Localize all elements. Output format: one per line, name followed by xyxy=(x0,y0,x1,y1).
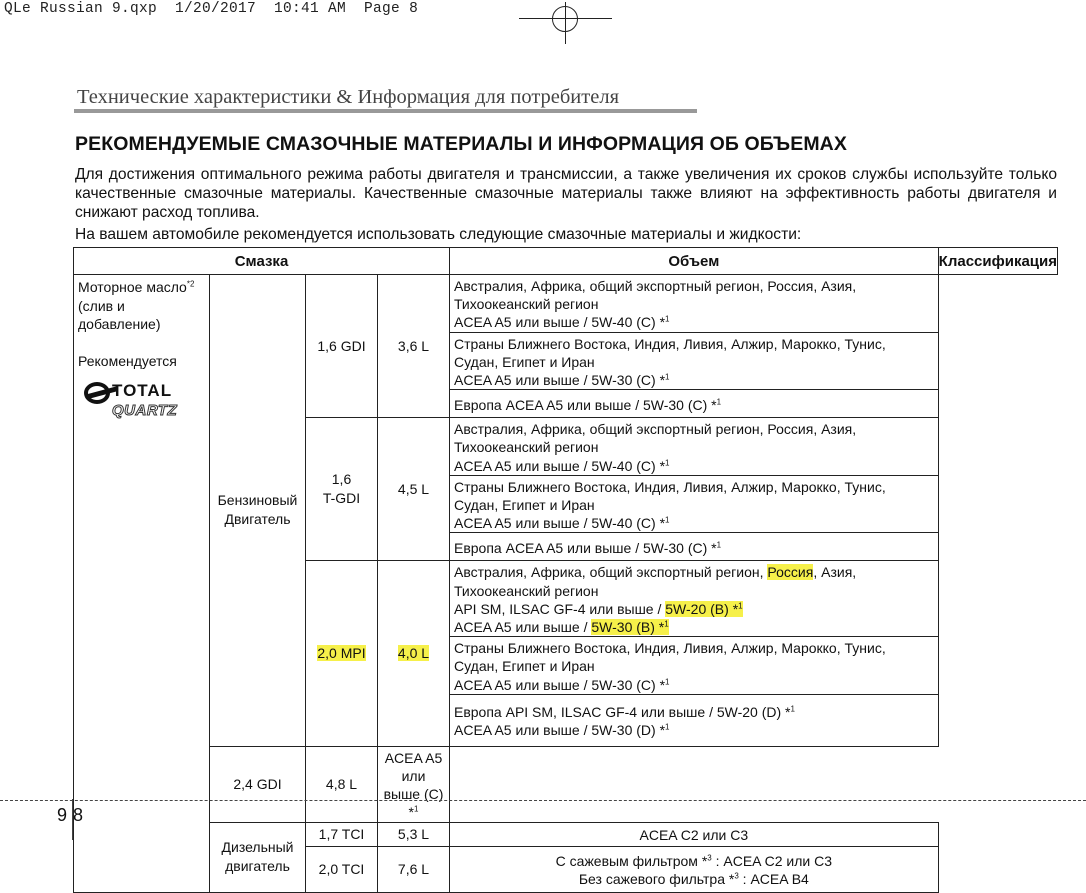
classification-cell xyxy=(450,694,939,746)
classification-cell xyxy=(450,822,939,846)
table-row xyxy=(74,275,1058,333)
engine-1-6-tgdi xyxy=(306,418,378,561)
footnote-mark: 1 xyxy=(716,540,722,550)
engine-1-6-gdi: 1,6 GDI xyxy=(306,275,378,418)
cls-text: ACEA C2 или C3 xyxy=(639,827,749,844)
intro-paragraph-2: На вашем автомобиле рекомендуется использовать следующие смазочные материалы и жидкости: xyxy=(75,226,802,243)
cls-text: Европа API SM, ILSAC GF-4 или выше / 5W-20 (D) * xyxy=(454,704,791,721)
footnote-mark: 1 xyxy=(665,677,670,686)
volume-highlighted: 4,0 L xyxy=(397,645,430,662)
gasoline-engine-label: Бензиновый xyxy=(217,492,298,509)
cls-text: , Азия, Тихоокеанский регион xyxy=(454,564,857,599)
table-row xyxy=(74,822,1058,846)
engine-1-7-tci: 1,7 TCI xyxy=(306,822,378,846)
header-lubricant: Смазка xyxy=(74,248,450,275)
classification-cell xyxy=(450,637,939,695)
classification-cell xyxy=(450,561,939,637)
motor-oil-label: Моторное масло xyxy=(78,279,187,295)
cls-text: Без сажевого фильтра * xyxy=(578,871,735,888)
cls-text: ACEA A5 или выше / 5W-30 (C) * xyxy=(454,372,666,389)
engine-2-4-gdi: 2,4 GDI xyxy=(210,746,306,822)
total-quartz-logo xyxy=(82,380,194,424)
cls-text: Страны Ближнего Востока, Индия, Ливия, Алжир, Марокко, Тунис, Судан, Египет и Иран xyxy=(454,478,886,514)
section-title: Технические характеристики & Информация для потребителя xyxy=(77,86,619,108)
cls-text: : ACEA B4 xyxy=(738,871,809,888)
classification-cell xyxy=(450,846,939,892)
volume-1-6-gdi: 3,6 L xyxy=(378,275,450,418)
classification-cell xyxy=(450,390,939,418)
classification-cell xyxy=(450,275,939,333)
motor-oil-label-2: (слив и xyxy=(78,297,125,314)
cls-text: API SM, ILSAC GF-4 или выше / xyxy=(454,600,666,617)
cls-text: Австралия, Африка, общий экспортный регион, xyxy=(454,564,768,581)
engine-2-0-mpi xyxy=(306,561,378,746)
recommended-label: Рекомендуется xyxy=(78,352,177,369)
volume-2-0-mpi xyxy=(378,561,450,746)
footnote-mark: 1 xyxy=(664,619,669,629)
volume-2-4-gdi: 4,8 L xyxy=(306,746,378,822)
cls-text: : ACEA C2 или C3 xyxy=(711,852,833,869)
cls-text: ACEA A5 или выше / 5W-40 (C) * xyxy=(454,314,666,331)
logo-total-text: TOTAL xyxy=(112,381,173,400)
print-slug: QLe Russian 9.qxp 1/20/2017 10:41 AM Page 8 xyxy=(4,1,419,17)
gasoline-engine-cell xyxy=(210,275,306,747)
intro-paragraph: Для достижения оптимального режима работы двигателя и трансмиссии, а также увеличения их сроков службы используйте только качественные смазочные материалы. Качественные смазочные материалы также влияют на эффективность работы двигателя и снижают расход топлива. xyxy=(75,166,1057,221)
engine-label: 1,6 xyxy=(331,471,352,488)
classification-cell xyxy=(450,475,939,533)
volume-2-0-tci: 7,6 L xyxy=(378,846,450,892)
footnote-mark: 1 xyxy=(738,601,743,611)
classification-cell xyxy=(450,418,939,476)
section-rule xyxy=(74,109,697,113)
footnote-mark: 3 xyxy=(707,853,712,863)
cls-text: ACEA A5 или выше / 5W-30 (D) * xyxy=(454,722,666,739)
volume-1-6-tgdi: 4,5 L xyxy=(378,418,450,561)
engine-2-0-tci: 2,0 TCI xyxy=(306,846,378,892)
header-volume: Объем xyxy=(450,248,939,275)
logo-quartz-text: QUARTZ xyxy=(112,402,178,419)
engine-label-highlighted: 2,0 MPI xyxy=(317,645,366,662)
cls-text: ACEA A5 или выше / 5W-30 (C) * xyxy=(454,676,666,693)
diesel-engine-label-2: двигатель xyxy=(225,858,290,875)
footnote-mark: 1 xyxy=(665,457,670,467)
cls-text: Австралия, Африка, общий экспортный регион, Россия, Азия, Тихоокеанский регион xyxy=(454,278,857,313)
cls-text: Страны Ближнего Востока, Индия, Ливия, Алжир, Марокко, Тунис, Судан, Египет и Иран xyxy=(454,640,886,675)
motor-oil-cell-end xyxy=(74,846,210,892)
cls-text: ACEA A5 или выше / 5W-40 (C) * xyxy=(454,515,666,532)
footnote-mark: 1 xyxy=(414,804,419,814)
cls-text: Европа ACEA A5 или выше / 5W-30 (C) * xyxy=(454,396,717,413)
page-heading: РЕКОМЕНДУЕМЫЕ СМАЗОЧНЫЕ МАТЕРИАЛЫ И ИНФОРМАЦИЯ ОБ ОБЪЕМАХ xyxy=(75,133,847,155)
bottom-rule xyxy=(0,800,1086,801)
footnote-mark: 1 xyxy=(665,722,670,732)
cls-text: Страны Ближнего Востока, Индия, Ливия, Алжир, Марокко, Тунис, Судан, Египет и Иран xyxy=(454,335,886,370)
table-row xyxy=(74,746,1058,822)
cls-text: Австралия, Африка, общий экспортный регион, Россия, Азия, Тихоокеанский регион xyxy=(454,421,857,456)
cls-text: С сажевым фильтром * xyxy=(555,852,708,869)
diesel-engine-label: Дизельный xyxy=(221,839,294,856)
footnote-mark: 3 xyxy=(734,871,739,881)
engine-label: T-GDI xyxy=(322,490,361,507)
footnote-mark: 1 xyxy=(716,396,722,406)
lubricants-table xyxy=(73,247,1058,893)
cls-text: ACEA A5 или выше / xyxy=(454,619,592,636)
table-header-row xyxy=(74,248,1058,275)
classification-cell xyxy=(450,533,939,561)
page-number: 98 xyxy=(57,805,90,825)
gasoline-engine-label-2: Двигатель xyxy=(224,511,291,528)
footnote-mark: 1 xyxy=(665,314,670,324)
highlighted-text: 5W-20 (B) * xyxy=(665,600,739,617)
motor-oil-cell xyxy=(74,275,210,847)
cls-text: ACEA A5 или выше (C) * xyxy=(383,749,444,821)
volume-1-7-tci: 5,3 L xyxy=(378,822,450,846)
footnote-mark: 1 xyxy=(790,704,795,714)
classification-cell xyxy=(378,746,450,822)
classification-cell xyxy=(450,332,939,390)
footnote-mark: 1 xyxy=(665,372,670,382)
motor-oil-label-3: добавление) xyxy=(78,316,161,332)
highlighted-text: 5W-30 (B) * xyxy=(591,619,665,636)
cls-text: Европа ACEA A5 или выше / 5W-30 (C) * xyxy=(454,539,717,556)
header-classification: Классификация xyxy=(938,248,1057,275)
footnote-mark: 1 xyxy=(665,515,670,525)
diesel-engine-cell xyxy=(210,822,306,892)
cls-text: ACEA A5 или выше / 5W-40 (C) * xyxy=(454,457,666,474)
highlighted-text: Россия xyxy=(767,564,814,581)
motor-oil-footnote: *2 xyxy=(186,279,195,289)
